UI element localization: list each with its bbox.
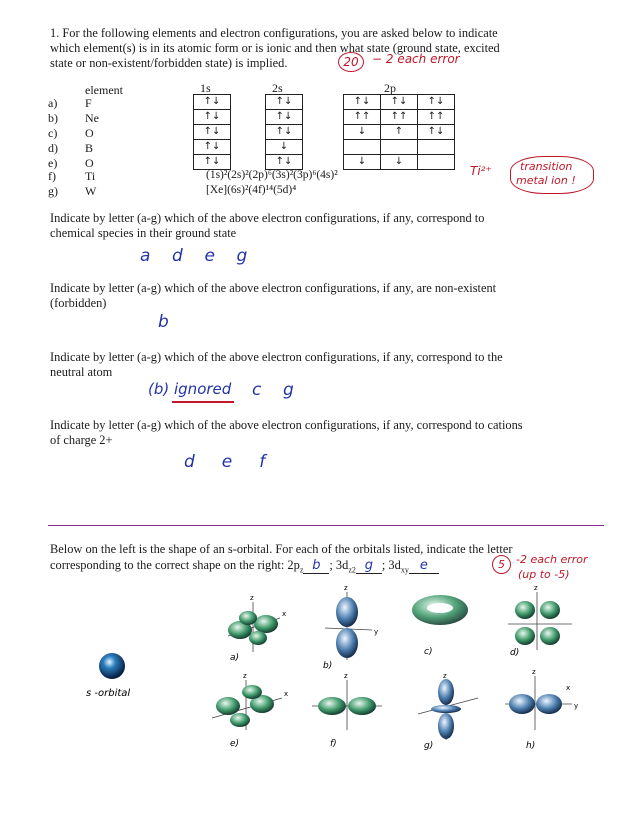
orbital-box: ↑↓ — [266, 110, 303, 125]
q-neutral-line1: Indicate by letter (a-g) which of the above electron configurations, if any, correspond to the — [50, 350, 503, 364]
grid-row — [266, 140, 303, 155]
q-orbitals-mid1: ; 3d — [329, 558, 349, 572]
header-2p: 2p — [384, 81, 396, 95]
label-d: d) — [510, 648, 520, 658]
grid-row — [194, 125, 231, 140]
q-neutral-line2: neutral atom — [50, 365, 113, 379]
q-ground-answer: a d e g — [140, 246, 248, 266]
q1-score-circle: 20 — [338, 52, 364, 72]
grid-row — [344, 140, 455, 155]
orbital-g — [418, 672, 478, 751]
orbital-box — [344, 140, 381, 155]
row-g-letter: g) — [48, 184, 58, 198]
margin-note-line1: transition — [520, 160, 573, 173]
orbital-box: ↑↓ — [418, 95, 455, 110]
q-ground-line1: Indicate by letter (a-g) which of the above electron configurations, if any, correspond to — [50, 211, 485, 225]
q-forbidden-answer: b — [158, 312, 169, 332]
orbital-figures — [0, 580, 618, 810]
row-g-element: W — [85, 184, 97, 198]
orbital-box — [418, 140, 455, 155]
orbital-box: ↑↓ — [194, 155, 231, 170]
q-orbitals-score-circle: 5 — [492, 555, 511, 574]
answer-dxy: e — [409, 558, 439, 574]
orbital-h — [505, 668, 578, 751]
row-element: O — [85, 156, 94, 170]
grid-row — [266, 125, 303, 140]
q-ground-line2: chemical species in their ground state — [50, 226, 237, 240]
grid-row — [266, 155, 303, 170]
q-cations-line1: Indicate by letter (a-g) which of the above electron configurations, if any, correspond to cations — [50, 418, 523, 432]
margin-note-line2: metal ion ! — [516, 174, 576, 187]
grid-2s — [265, 94, 303, 170]
orbital-d — [508, 584, 572, 658]
axis-z-f: z — [344, 672, 348, 680]
orbital-box: ↑ — [381, 125, 418, 140]
grid-row — [194, 140, 231, 155]
orbital-box: ↑↓ — [194, 125, 231, 140]
row-letter: e) — [48, 156, 58, 170]
orbital-box: ↑↓ — [266, 125, 303, 140]
row-g-config: [Xe](6s)²(4f)¹⁴(5d)⁴ — [206, 184, 297, 196]
orbital-box: ↑↑ — [381, 110, 418, 125]
margin-note-ion: Ti²⁺ — [470, 164, 492, 178]
grid-row — [194, 155, 231, 170]
axis-y-b: y — [374, 628, 379, 636]
q-orbitals-score-note2: (up to -5) — [518, 568, 570, 581]
label-a: a) — [230, 653, 240, 663]
orbital-box: ↑↓ — [266, 95, 303, 110]
axis-z-g: z — [443, 672, 447, 680]
grid-row — [344, 110, 455, 125]
orbital-box: ↓ — [344, 125, 381, 140]
axis-y-h: y — [574, 702, 579, 710]
grid-row — [194, 110, 231, 125]
orbital-box: ↑↓ — [194, 140, 231, 155]
orbital-f — [312, 672, 382, 749]
orbital-box: ↓ — [266, 140, 303, 155]
orbital-b — [323, 584, 378, 671]
grid-2p — [343, 94, 455, 170]
orbital-box: ↓ — [381, 155, 418, 170]
orbital-box: ↑↓ — [194, 110, 231, 125]
row-f-letter: f) — [48, 169, 56, 183]
row-letter: d) — [48, 141, 58, 155]
axis-x-a: x — [282, 610, 287, 618]
row-letter: a) — [48, 96, 58, 110]
row-letter: c) — [48, 126, 58, 140]
axis-z-d: z — [534, 584, 538, 592]
orbital-a — [228, 594, 286, 663]
orbital-box: ↑↓ — [344, 95, 381, 110]
row-f-config: (1s)²(2s)²(2p)⁶(3s)²(3p)⁶(4s)² — [206, 169, 338, 181]
orbital-box: ↑↑ — [344, 110, 381, 125]
axis-z-h: z — [532, 668, 536, 676]
q-forbidden-line1: Indicate by letter (a-g) which of the above electron configurations, if any, are non-existent — [50, 281, 497, 295]
orbital-box — [381, 140, 418, 155]
q-cations-line2: of charge 2+ — [50, 433, 113, 447]
axis-x-h: x — [566, 684, 571, 692]
s-orbital-label: s -orbital — [86, 688, 131, 699]
q1-line3: state or non-existent/forbidden state) is implied. — [50, 56, 288, 70]
orbital-e — [212, 672, 288, 749]
row-element: Ne — [85, 111, 99, 125]
orbital-box: ↑↓ — [418, 125, 455, 140]
q1-score-note: − 2 each error — [372, 52, 460, 66]
q1-line1: 1. For the following elements and electron configurations, you are asked below to indicate — [50, 26, 498, 40]
orbital-box: ↑↑ — [418, 110, 455, 125]
orbital-box — [418, 155, 455, 170]
grid-row — [344, 95, 455, 110]
axis-x-e: x — [284, 690, 289, 698]
ignored-underline — [172, 401, 234, 403]
q-orbitals-line1: Below on the left is the shape of an s-orbital. For each of the orbitals listed, indicate the letter — [50, 542, 513, 556]
grid-row — [194, 95, 231, 110]
label-h: h) — [526, 741, 536, 751]
label-b: b) — [323, 661, 333, 671]
orbital-box: ↑↓ — [194, 95, 231, 110]
axis-z-b: z — [344, 584, 348, 592]
q-orbitals-line2-text: corresponding to the correct shape on the right: 2p — [50, 558, 300, 572]
q-orbitals-score-note1: -2 each error — [516, 553, 588, 566]
section-divider — [48, 525, 604, 526]
sub-dz2: z2 — [348, 565, 356, 575]
orbital-box: ↓ — [344, 155, 381, 170]
s-orbital-sphere — [99, 653, 125, 679]
grid-row — [266, 95, 303, 110]
element-header: element — [85, 83, 123, 97]
row-letter: b) — [48, 111, 58, 125]
grid-row — [344, 155, 455, 170]
grid-1s — [193, 94, 231, 170]
answer-dz2: g — [356, 558, 382, 574]
q-cations-answer: d e f — [184, 452, 266, 472]
row-element: O — [85, 126, 94, 140]
q-forbidden-line2: (forbidden) — [50, 296, 107, 310]
sub-dxy: xy — [400, 565, 409, 575]
label-e: e) — [230, 739, 240, 749]
label-g: g) — [424, 741, 434, 751]
q-orbitals-line2 — [50, 558, 439, 577]
label-f: f) — [330, 739, 337, 749]
answer-pz: b — [303, 558, 329, 574]
orbital-box: ↑↓ — [381, 95, 418, 110]
sub-pz: z — [299, 565, 304, 575]
label-c: c) — [424, 647, 433, 657]
header-1s: 1s — [200, 81, 211, 95]
q-neutral-ignored: (b) ignored — [148, 380, 232, 398]
orbital-box: ↑↓ — [266, 155, 303, 170]
q-orbitals-mid2: ; 3d — [381, 558, 401, 572]
grid-row — [344, 125, 455, 140]
header-2s: 2s — [272, 81, 283, 95]
grid-row — [266, 110, 303, 125]
axis-z-a: z — [250, 594, 254, 602]
q-neutral-answer: c g — [252, 380, 294, 400]
orbital-c — [412, 595, 468, 657]
axis-z-e: z — [243, 672, 247, 680]
row-f-element: Ti — [85, 169, 96, 183]
q1-line2: which element(s) is in its atomic form or is ionic and then what state (ground state, excited — [50, 41, 500, 55]
row-element: F — [85, 96, 92, 110]
row-element: B — [85, 141, 94, 155]
